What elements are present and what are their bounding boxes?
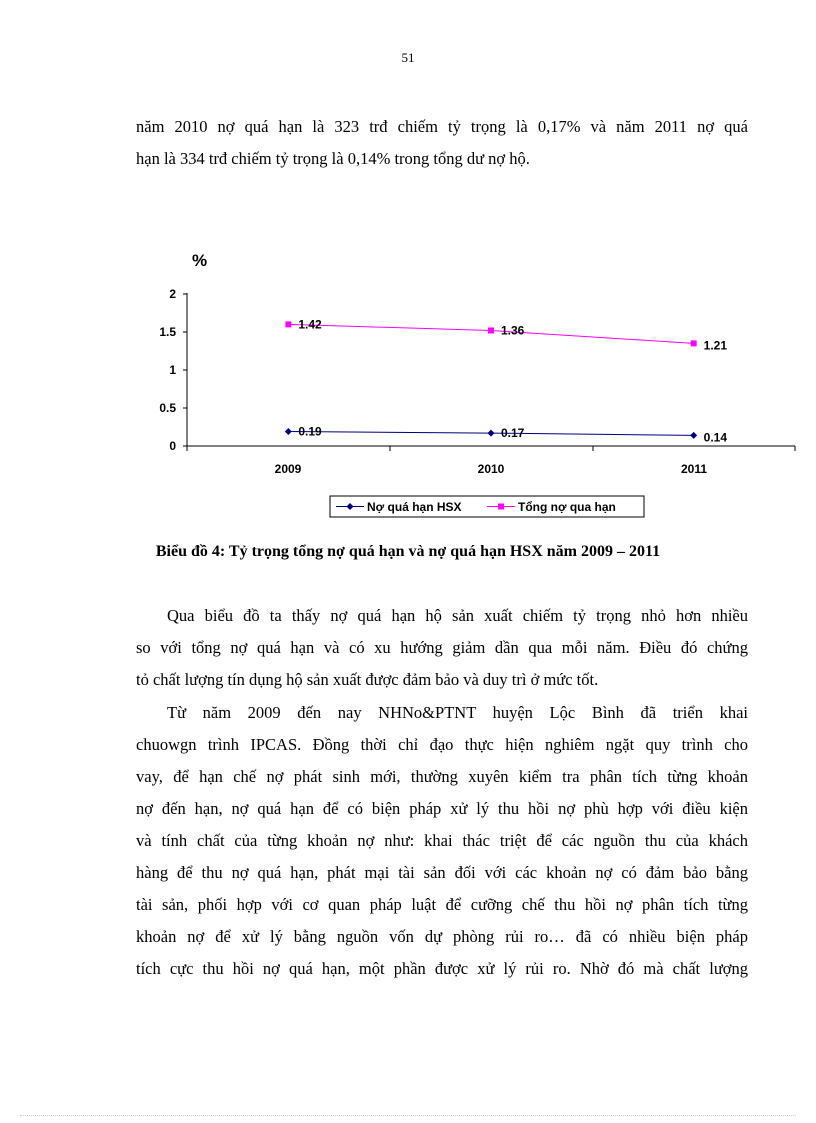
text-line: tài sản, phối hợp với cơ quan pháp luật để cưỡng chế thu hồi nợ phân tích từng [136, 895, 748, 914]
text-line: hạn là 334 trđ chiếm tỷ trọng là 0,14% trong tổng dư nợ hộ. [136, 149, 530, 168]
legend-marker-square [498, 504, 504, 510]
text-line: vay, để hạn chế nợ phát sinh mới, thường xuyên kiểm tra phân tích từng khoản [136, 767, 748, 786]
text-line: năm 2010 nợ quá hạn là 323 trđ chiếm tỷ trọng là 0,17% và năm 2011 nợ quá [136, 117, 748, 136]
data-label: 0.17 [501, 426, 525, 441]
text-line: hàng để thu nợ quá hạn, phát mại tài sản đối với các khoản nợ có đảm bảo bằng [136, 863, 748, 882]
text-line: và tính chất của từng khoản nợ như: khai thác triệt để các nguồn thu của khách [136, 831, 748, 850]
x-tick-label: 2009 [274, 462, 302, 476]
line-chart [150, 240, 810, 525]
data-point [488, 430, 495, 437]
text-line: khoản nợ để xử lý bằng nguồn vốn dự phòng rủi ro… đã có nhiều biện pháp [136, 927, 748, 946]
series-line-tong-no-qua-han [288, 324, 693, 343]
y-tick-label: 1 [169, 363, 176, 377]
data-label: 0.14 [703, 430, 728, 445]
footer-rule [20, 1115, 796, 1116]
y-tick-label: 0 [169, 439, 176, 453]
text-line: nợ đến hạn, nợ quá hạn để có biện pháp xử lý thu hồi nợ phù hợp với điều kiện [136, 799, 748, 818]
body-paragraph [136, 697, 748, 985]
intro-paragraph [136, 111, 748, 175]
text-line: chuowgn trình IPCAS. Đồng thời chỉ đạo thực hiện nghiêm ngặt quy trình cho [136, 735, 748, 754]
text-line: Qua biểu đồ ta thấy nợ quá hạn hộ sản xuất chiếm tỷ trọng nhỏ hơn nhiều [167, 606, 748, 625]
x-tick-label: 2011 [680, 462, 708, 476]
body-paragraph [136, 600, 748, 696]
y-axis-label: % [192, 251, 208, 270]
data-point [285, 321, 291, 327]
x-tick-label: 2010 [477, 462, 505, 476]
data-point [488, 327, 494, 333]
data-label: 1.42 [298, 317, 322, 332]
data-point [285, 428, 292, 435]
y-tick-label: 1.5 [159, 325, 176, 339]
text-line: so với tổng nợ quá hạn và có xu hướng giảm dần qua mỗi năm. Điều đó chứng [136, 638, 748, 657]
data-label: 0.19 [298, 424, 322, 439]
data-label: 1.36 [501, 323, 525, 338]
text-line: Từ năm 2009 đến nay NHNo&PTNT huyện Lộc Bình đã triển khai [167, 703, 748, 722]
data-point [690, 432, 697, 439]
text-line: tỏ chất lượng tín dụng hộ sản xuất được đảm bảo và duy trì ở mức tốt. [136, 670, 599, 689]
chart-legend [330, 496, 644, 517]
y-tick-label: 0.5 [159, 401, 176, 415]
legend-label: Tổng nợ qua hạn [518, 500, 616, 514]
y-tick-label: 2 [169, 287, 176, 301]
legend-label: Nợ quá hạn HSX [367, 500, 462, 514]
data-point [691, 340, 697, 346]
chart-caption: Biểu đồ 4: Tỷ trọng tổng nợ quá hạn và nợ quá hạn HSX năm 2009 – 2011 [155, 543, 661, 560]
data-label: 1.21 [703, 338, 728, 353]
text-line: tích cực thu hồi nợ quá hạn, một phần được xử lý rủi ro. Nhờ đó mà chất lượng [136, 959, 748, 978]
page-number: 51 [401, 50, 415, 65]
